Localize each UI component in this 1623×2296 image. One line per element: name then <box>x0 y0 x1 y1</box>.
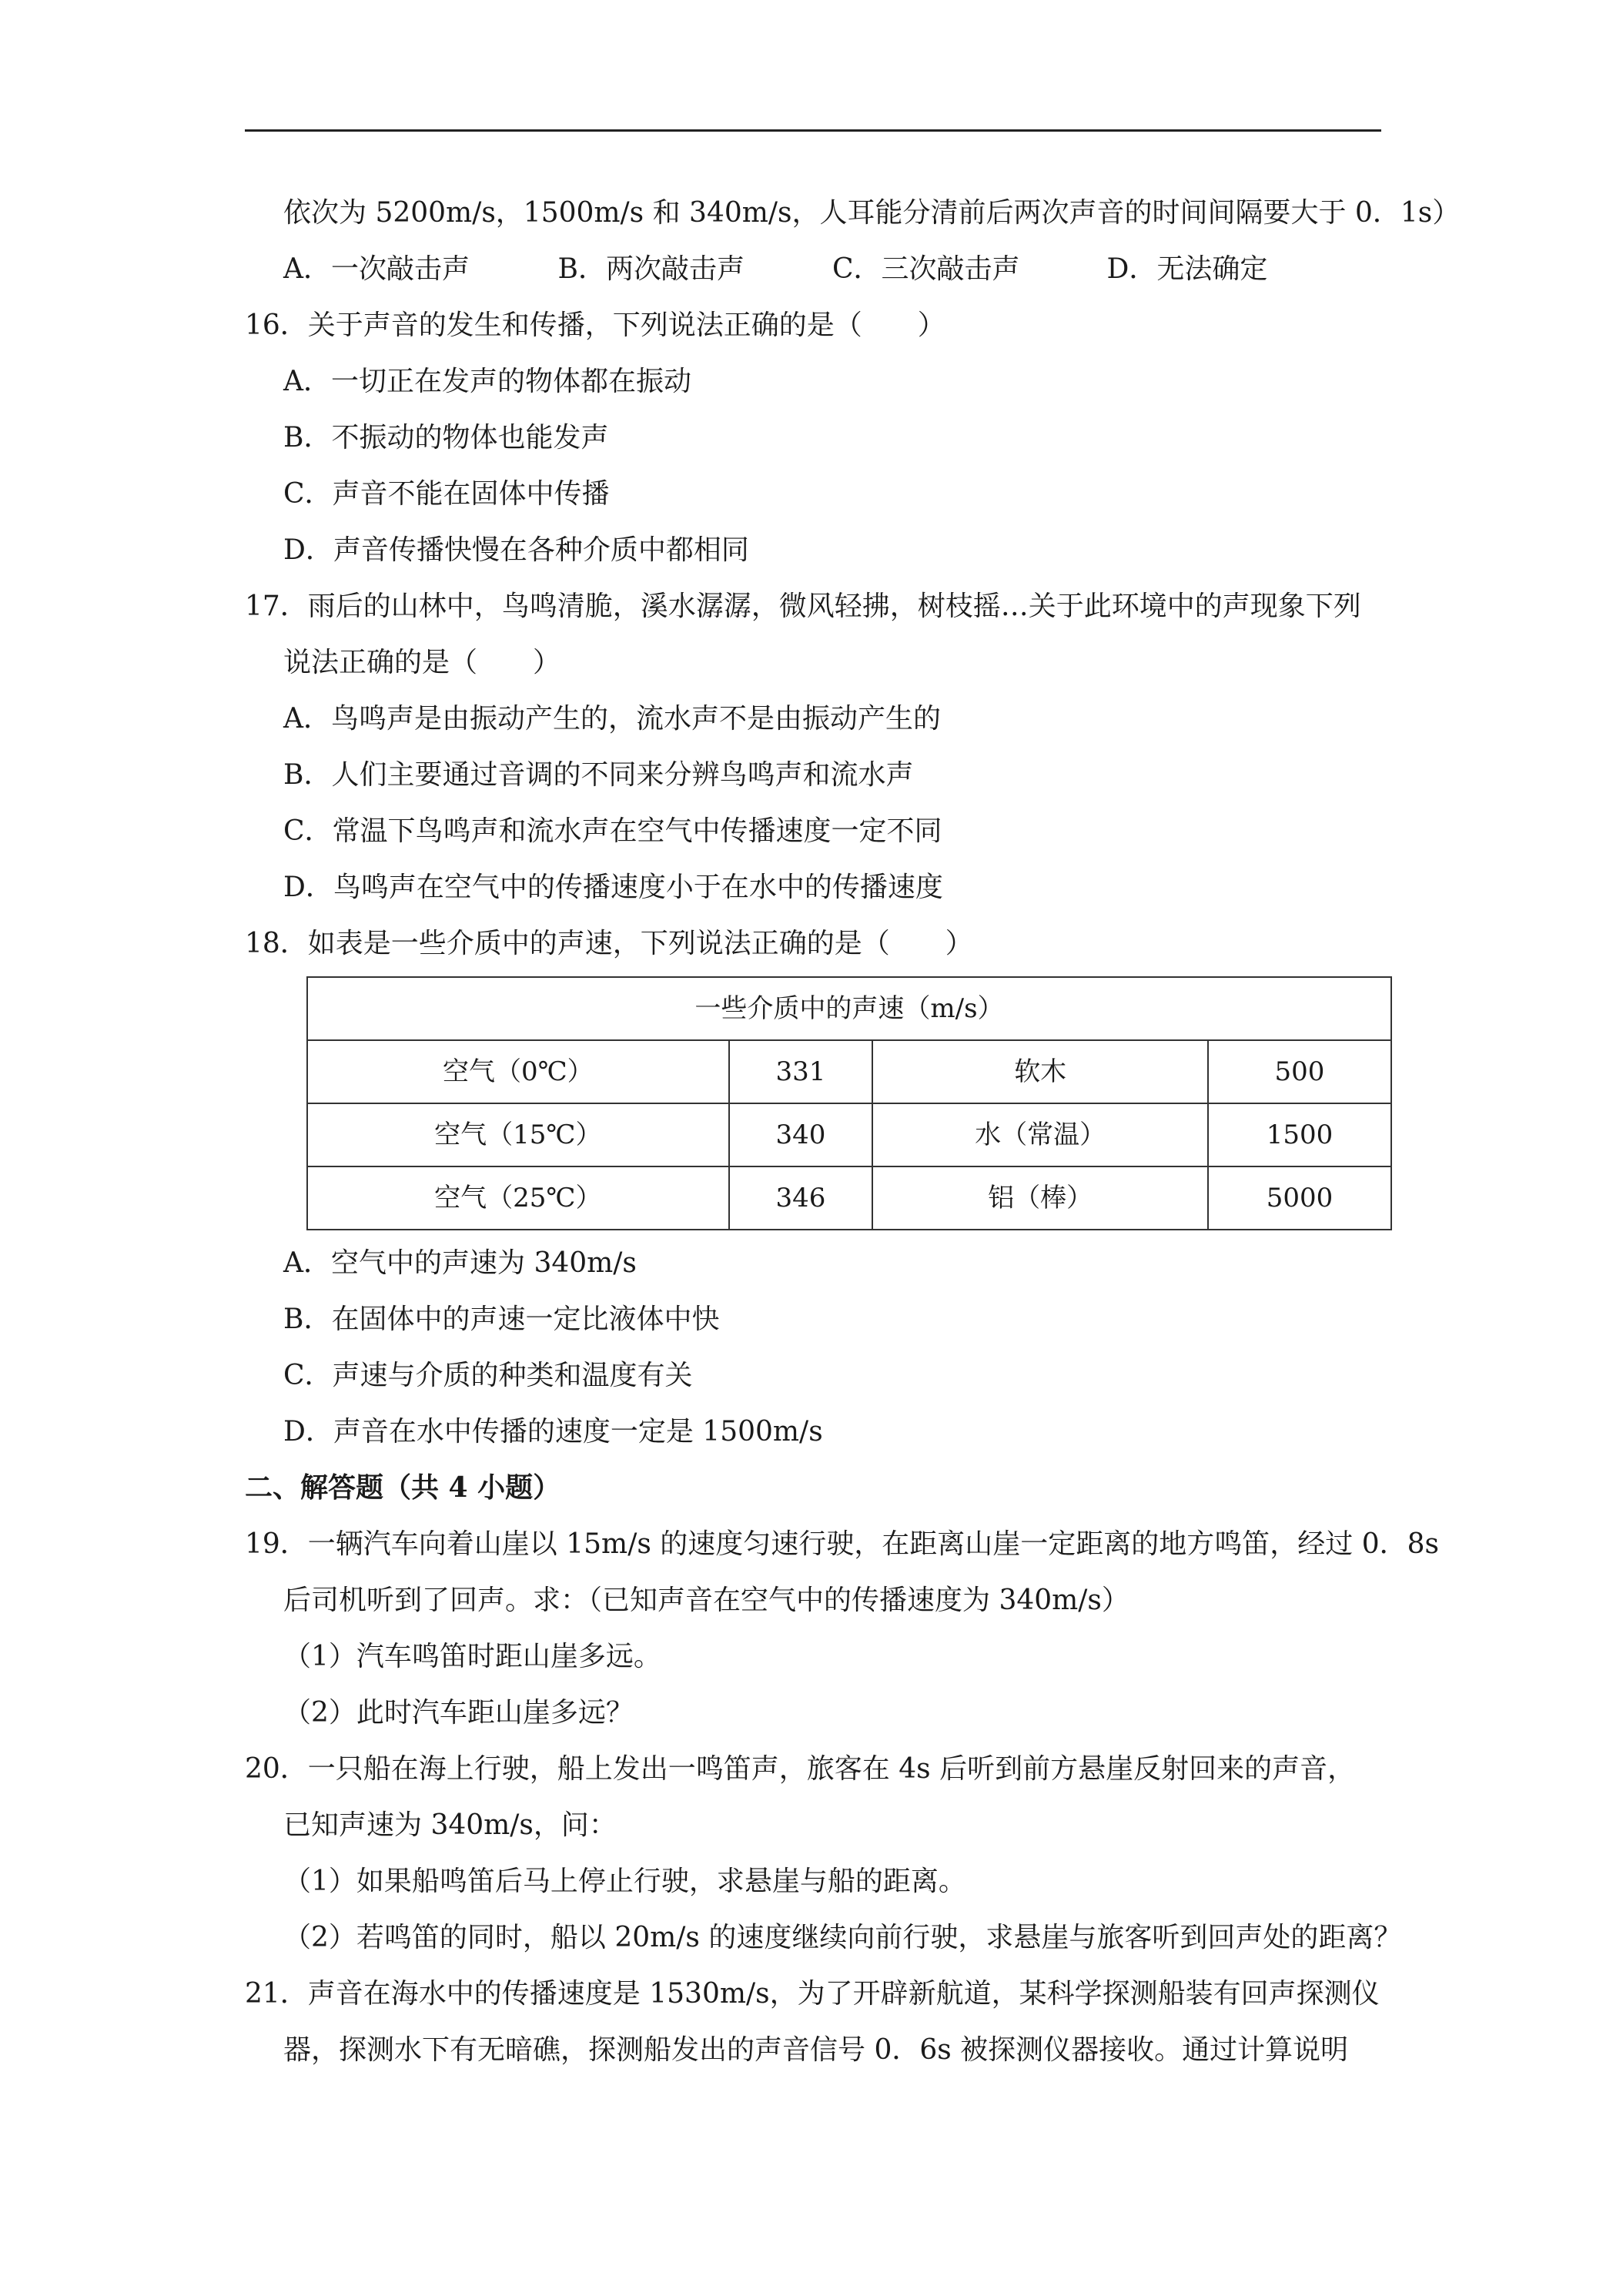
q19-stem-line1: 19．一辆汽车向着山崖以 15m/s 的速度匀速行驶，在距离山崖一定距离的地方鸣笛，经过 0．8s <box>245 1528 1439 1560</box>
table-cell: 铝（棒） <box>872 1166 1208 1230</box>
table-cell: 水（常温） <box>872 1103 1208 1166</box>
sound-speed-table <box>306 976 1392 1230</box>
q16-option-d: D．声音传播快慢在各种介质中都相同 <box>283 534 749 566</box>
q20-stem-line1: 20．一只船在海上行驶，船上发出一鸣笛声，旅客在 4s 后听到前方悬崖反射回来的声音， <box>245 1753 1356 1785</box>
q21-stem-line1: 21．声音在海水中的传播速度是 1530m/s，为了开辟新航道，某科学探测船装有回声探测仪 <box>245 1978 1380 2010</box>
q16-option-c: C．声音不能在固体中传播 <box>283 478 610 510</box>
q19-part-2: （2）此时汽车距山崖多远？ <box>283 1697 634 1729</box>
table-cell: 1500 <box>1208 1103 1391 1166</box>
table-row <box>307 1040 1391 1103</box>
q19-part-1: （1）汽车鸣笛时距山崖多远。 <box>283 1641 661 1672</box>
table-cell: 340 <box>729 1103 873 1166</box>
table-cell: 500 <box>1208 1040 1391 1103</box>
q18-option-c: C．声速与介质的种类和温度有关 <box>283 1360 693 1391</box>
table-cell: 空气（0℃） <box>307 1040 729 1103</box>
table-title: 一些介质中的声速（m/s） <box>307 977 1391 1040</box>
q17-option-d: D．鸟鸣声在空气中的传播速度小于在水中的传播速度 <box>283 872 943 903</box>
q15-option-c: C．三次敲击声 <box>832 253 1020 285</box>
table-cell: 软木 <box>872 1040 1208 1103</box>
page-content <box>245 185 1461 2078</box>
table-cell: 346 <box>729 1166 873 1230</box>
table-row <box>307 1166 1391 1230</box>
q18-option-b: B．在固体中的声速一定比液体中快 <box>283 1304 720 1335</box>
table-row <box>307 1103 1391 1166</box>
q20-stem-line2: 已知声速为 340m/s，问： <box>283 1809 617 1841</box>
header-rule <box>245 129 1381 132</box>
q16-option-a: A．一切正在发声的物体都在振动 <box>283 366 691 397</box>
table-cell: 331 <box>729 1040 873 1103</box>
q17-stem-line1: 17．雨后的山林中，鸟鸣清脆，溪水潺潺，微风轻拂，树枝摇…关于此环境中的声现象下列 <box>245 591 1361 622</box>
q20-part-1: （1）如果船鸣笛后马上停止行驶，求悬崖与船的距离。 <box>283 1866 966 1897</box>
q18-stem: 18．如表是一些介质中的声速，下列说法正确的是（ ） <box>245 928 973 959</box>
table-cell: 5000 <box>1208 1166 1391 1230</box>
q20-part-2: （2）若鸣笛的同时，船以 20m/s 的速度继续向前行驶，求悬崖与旅客听到回声处的距离？ <box>283 1922 1402 1953</box>
table-cell: 空气（15℃） <box>307 1103 729 1166</box>
q17-option-c: C．常温下鸟鸣声和流水声在空气中传播速度一定不同 <box>283 815 942 847</box>
q15-option-b: B．两次敲击声 <box>557 253 745 285</box>
q17-stem-line2: 说法正确的是（ ） <box>283 647 561 678</box>
q17-option-a: A．鸟鸣声是由振动产生的，流水声不是由振动产生的 <box>283 703 941 735</box>
table-cell: 空气（25℃） <box>307 1166 729 1230</box>
q17-option-b: B．人们主要通过音调的不同来分辨鸟鸣声和流水声 <box>283 759 914 791</box>
q16-option-b: B．不振动的物体也能发声 <box>283 422 609 454</box>
q18-option-d: D．声音在水中传播的速度一定是 1500m/s <box>283 1416 823 1448</box>
q16-stem: 16．关于声音的发生和传播，下列说法正确的是（ ） <box>245 310 945 341</box>
q15-option-d: D．无法确定 <box>1106 253 1268 285</box>
q15-option-a: A．一次敲击声 <box>283 253 470 285</box>
table-title-row <box>307 977 1391 1040</box>
q15-options <box>245 241 1381 297</box>
q15-continuation: 依次为 5200m/s，1500m/s 和 340m/s，人耳能分清前后两次声音的时间间隔要大于 0．1s） <box>283 197 1461 229</box>
section-heading: 二、解答题（共 4 小题） <box>245 1471 561 1504</box>
q21-stem-line2: 器，探测水下有无暗礁，探测船发出的声音信号 0．6s 被探测仪器接收。通过计算说明 <box>283 2034 1349 2066</box>
q18-option-a: A．空气中的声速为 340m/s <box>283 1247 637 1279</box>
q19-stem-line2: 后司机听到了回声。求：（已知声音在空气中的传播速度为 340m/s） <box>283 1585 1129 1616</box>
